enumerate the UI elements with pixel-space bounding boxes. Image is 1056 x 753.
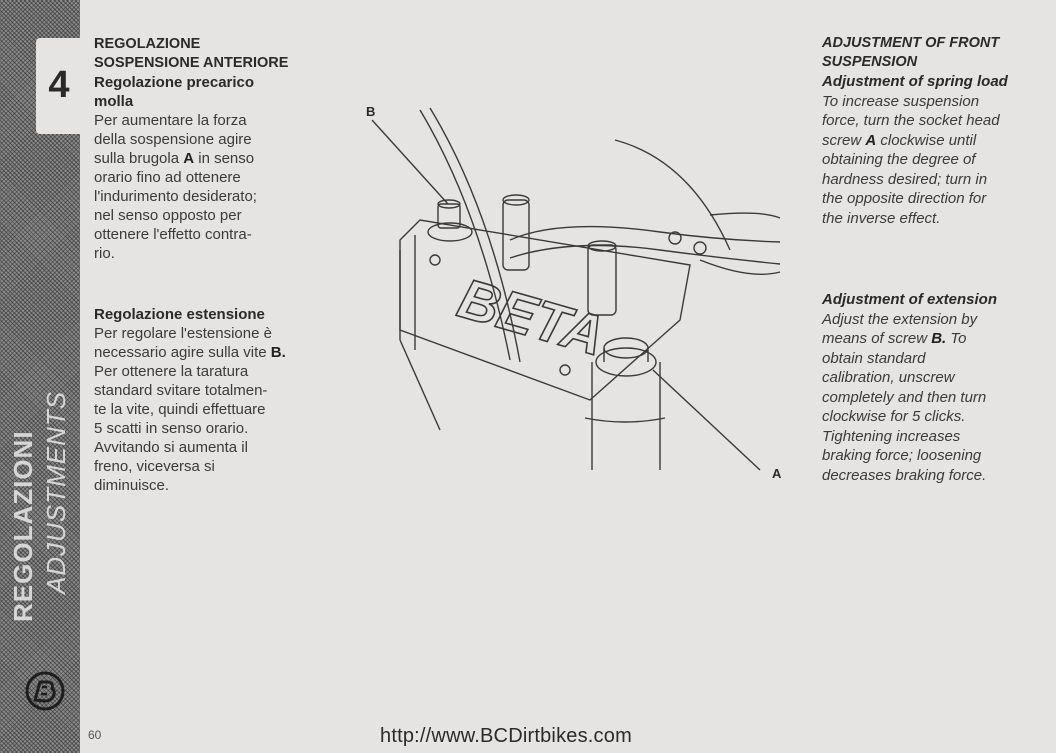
chapter-number: 4 [48, 64, 70, 106]
italian-text-line: Avvitando si aumenta il [94, 439, 248, 456]
english-text-line: calibration, unscrew [822, 369, 955, 386]
italian-text-line: Per ottenere la taratura [94, 363, 249, 380]
english-text-line: the opposite direction for [822, 190, 987, 207]
italian-text-line: Per aumentare la forza [94, 112, 247, 129]
italian-title-line2: SOSPENSIONE ANTERIORE [94, 55, 289, 71]
english-text-line: braking force; loosening [822, 447, 982, 464]
italian-subtitle-extension: Regolazione estensione [94, 306, 265, 323]
english-text-line: obtaining the degree of [822, 151, 976, 168]
italian-subtitle-spring-2: molla [94, 93, 134, 110]
italian-subtitle-spring-1: Regolazione precarico [94, 74, 255, 91]
italian-column [94, 35, 354, 495]
callout-label-A: A [772, 466, 782, 481]
italian-text-segment: necessario agire sulla vite [94, 344, 271, 361]
english-text-line: completely and then turn [822, 388, 987, 406]
italian-text-line: orario fino ad ottenere [94, 169, 241, 186]
page-number: 60 [88, 728, 102, 742]
english-text-line [822, 131, 1056, 151]
italian-text-line: te la vite, quindi effettuare [94, 401, 266, 418]
english-text-line: Adjust the extension by [822, 310, 978, 328]
english-title-line2: SUSPENSION [822, 54, 918, 70]
callout-A-ref: A [183, 150, 195, 167]
english-text-line: hardness desired; turn in [822, 170, 988, 188]
side-label-english: ADJUSTMENTS [41, 390, 71, 594]
italian-text-line: 5 scatti in senso orario. [94, 420, 249, 437]
italian-text-line: rio. [94, 245, 115, 262]
callout-label-B: B [366, 104, 376, 119]
english-text-line: obtain standard [822, 349, 926, 367]
italian-text-line: diminuisce. [94, 477, 170, 494]
english-text-line [822, 329, 1056, 349]
english-text-line: Tightening increases [822, 427, 961, 445]
callout-B-ref: B. [270, 344, 286, 361]
side-label-italian: REGOLAZIONI [8, 430, 38, 622]
callout-A-ref: A [865, 131, 877, 149]
english-title-line1: ADJUSTMENT OF FRONT [822, 35, 1000, 51]
fork-brand-lettering: BETA [451, 265, 612, 368]
italian-text-line: ottenere l'effetto contra- [94, 226, 252, 243]
english-text-line: To increase suspension [822, 92, 980, 110]
italian-text-line [94, 343, 354, 362]
italian-text-line: nel senso opposto per [94, 207, 242, 224]
english-text-segment: means of screw [822, 330, 932, 347]
italian-text-line: Per regolare l'estensione è [94, 325, 272, 342]
fork-illustration [360, 100, 790, 490]
italian-text-line: l'indurimento desiderato; [94, 188, 257, 205]
english-text-segment: clockwise until [876, 131, 977, 149]
english-text-segment: screw [822, 131, 866, 149]
italian-text-line: della sospensione agire [94, 131, 252, 148]
brand-logo-icon [24, 670, 66, 712]
italian-text-line: standard svitare totalmen- [94, 382, 268, 399]
italian-text-segment: sulla brugola [94, 150, 184, 167]
english-text-line: clockwise for 5 clicks. [822, 408, 966, 425]
english-text-line: force, turn the socket head [822, 112, 1000, 129]
callout-B-ref: B. [931, 330, 947, 347]
english-text-line: decreases braking force. [822, 466, 987, 484]
italian-title-line1: REGOLAZIONE [94, 36, 201, 52]
source-url: http://www.BCDirtbikes.com [380, 725, 632, 747]
fork-drawing [360, 100, 790, 490]
english-subtitle-extension: Adjustment of extension [822, 291, 998, 308]
italian-text-segment: in senso [194, 150, 255, 167]
italian-text-line: freno, viceversa si [94, 458, 215, 475]
english-column [822, 34, 1056, 485]
english-text-line: the inverse effect. [822, 209, 941, 227]
italian-text-line [94, 149, 354, 168]
english-text-segment: To [946, 330, 967, 347]
english-subtitle-spring: Adjustment of spring load [822, 73, 1008, 90]
